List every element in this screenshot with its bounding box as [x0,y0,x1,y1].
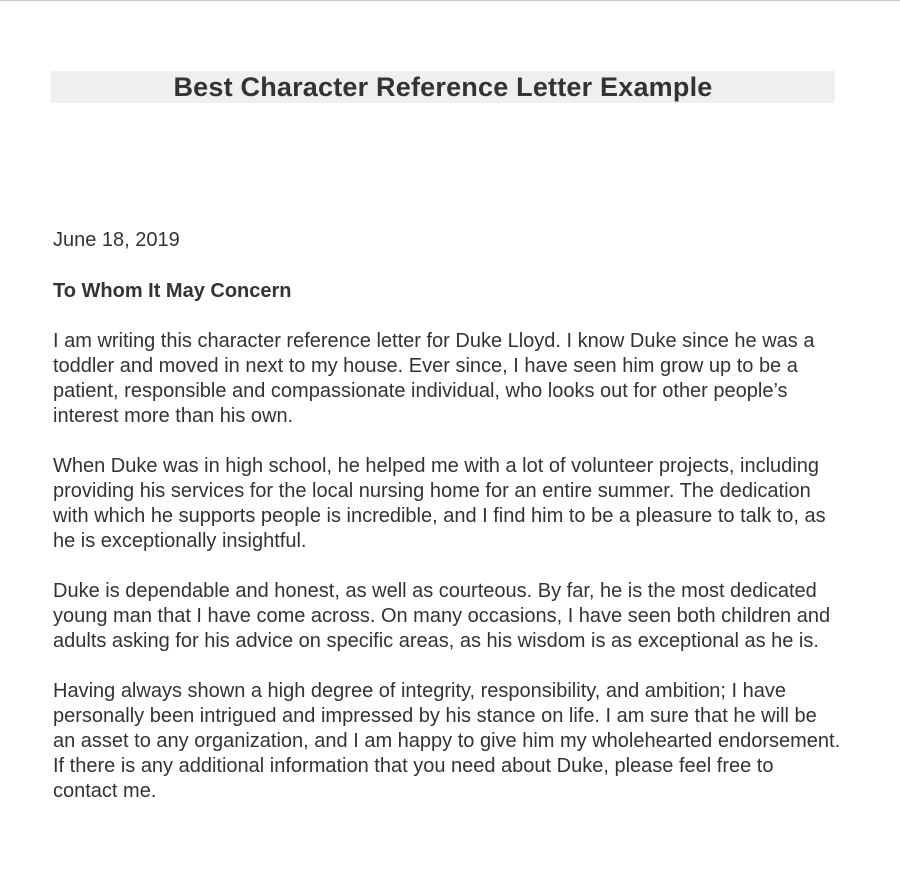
letter-body [53,329,843,829]
body-paragraph-4: Having always shown a high degree of integrity, responsibility, and ambition; I have personally been intrigued and impressed by his stance on life. I am sure that he will be an asset to any organization, and I am happy to give him my wholehearted endorsement. If there is any additional information that you need about Duke, please feel free to contact me. [53,680,841,802]
body-paragraph-2: When Duke was in high school, he helped me with a lot of volunteer projects, including providing his services for the local nursing home for an entire summer. The dedication with which he supports people is incredible, and I find him to be a pleasure to talk to, as he is exceptionally insightful. [53,455,826,552]
letter-date: June 18, 2019 [53,229,180,251]
body-paragraph-1: I am writing this character reference letter for Duke Lloyd. I know Duke since he was a toddler and moved in next to my house. Ever since, I have seen him grow up to be a patient, responsible and compassionate individual, who looks out for other people’s interest more than his own. [53,330,815,427]
body-paragraph-3: Duke is dependable and honest, as well as courteous. By far, he is the most dedicated young man that I have come across. On many occasions, I have seen both children and adults asking for his advice on specific areas, as his wisdom is as exceptional as he is. [53,580,831,652]
letter-salutation: To Whom It May Concern [53,280,292,302]
top-divider [0,0,900,1]
title-banner [51,71,835,103]
document-title: Best Character Reference Letter Example [173,71,713,102]
